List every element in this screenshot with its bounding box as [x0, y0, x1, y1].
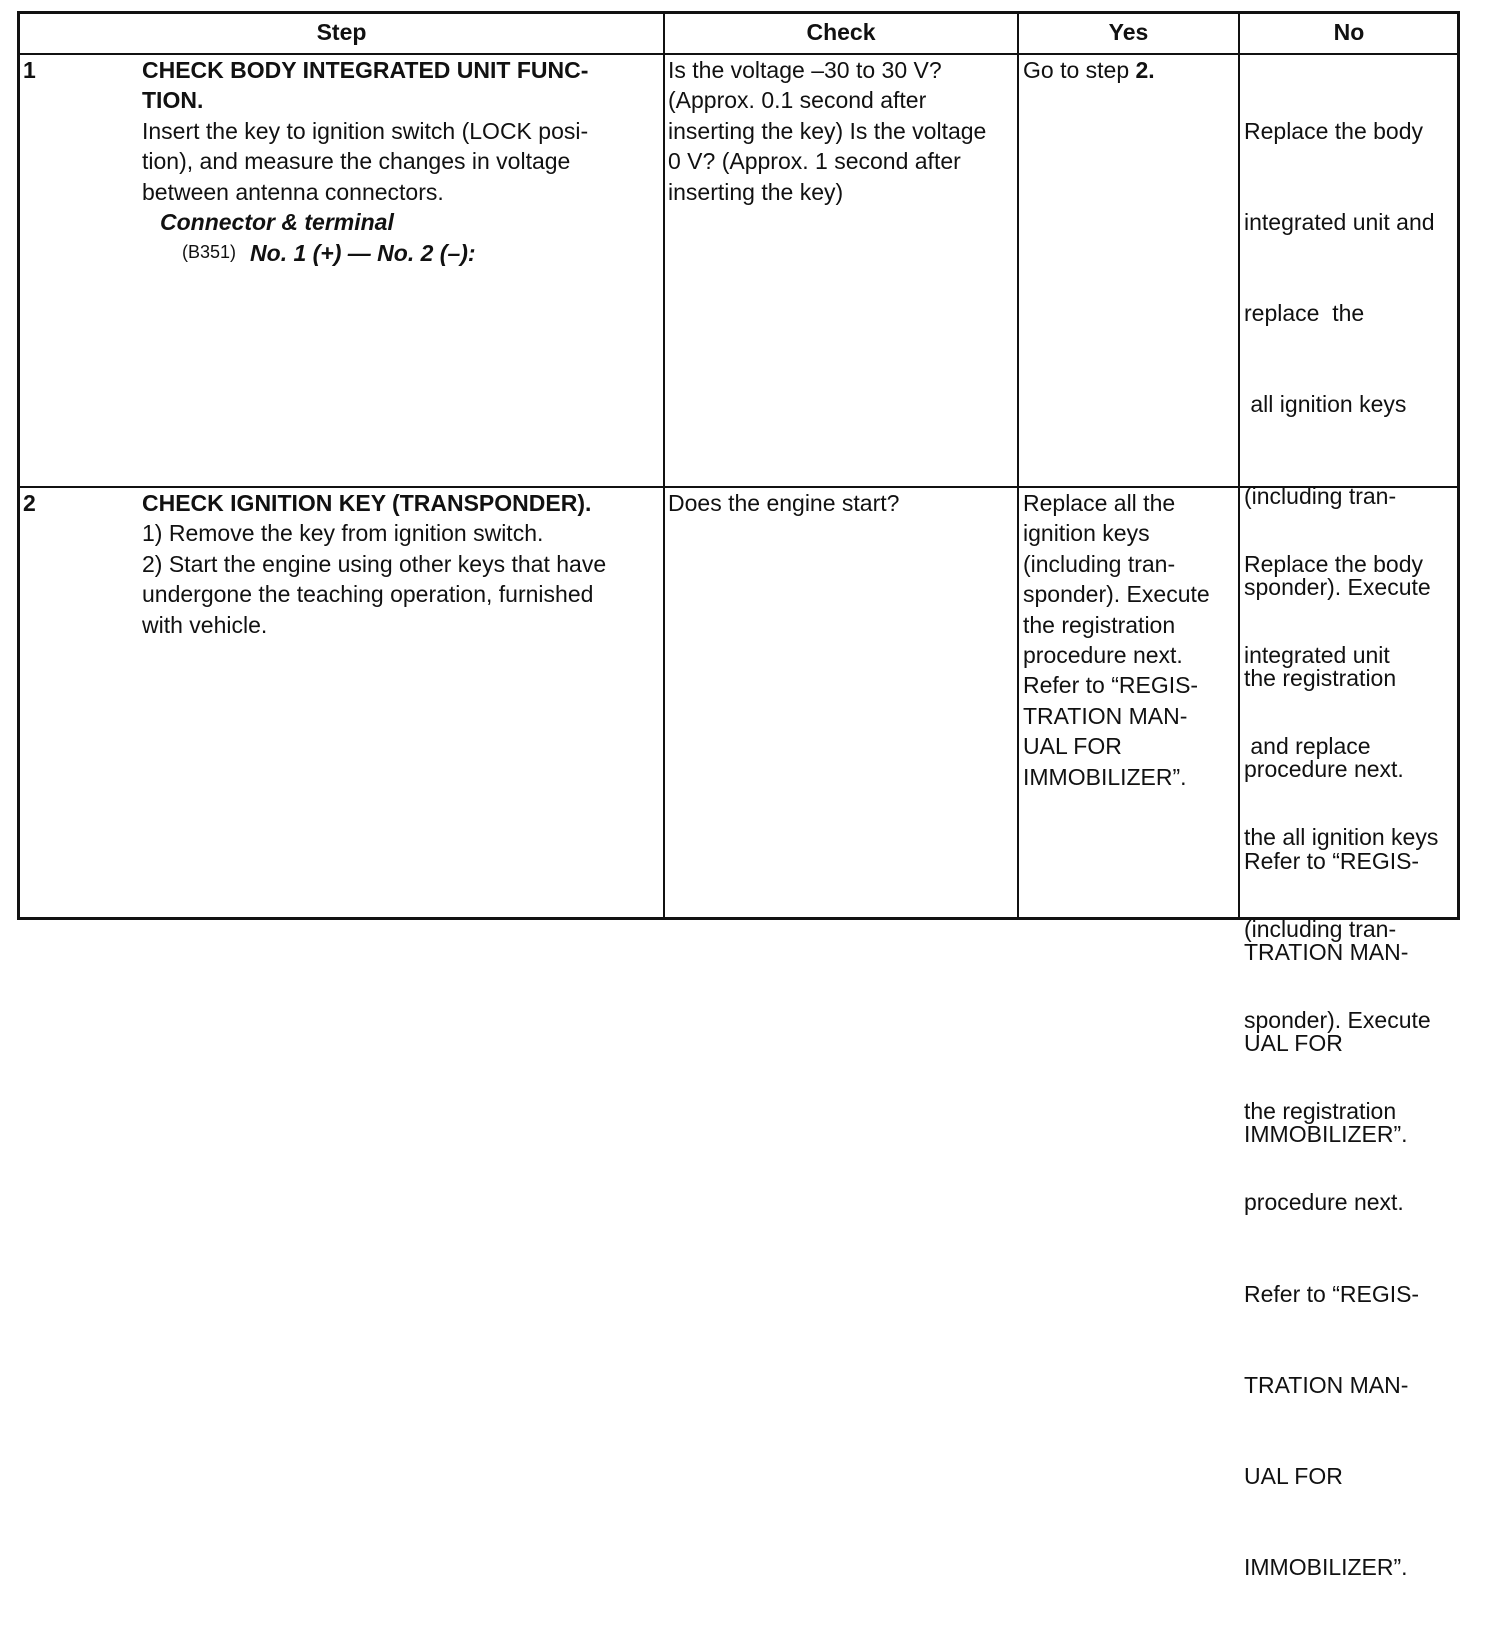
connector-label: Connector & terminal — [160, 209, 394, 236]
no-line: sponder). Execute — [1244, 573, 1431, 600]
step-body-line: with vehicle. — [142, 611, 268, 638]
no-line: Replace the body — [1244, 550, 1424, 577]
no-line: TRATION MAN- — [1244, 1371, 1409, 1398]
step-body-line: between antenna connectors. — [142, 178, 444, 205]
no-line: integrated unit — [1244, 642, 1390, 669]
step-body-line: 1) Remove the key from ignition switch. — [142, 520, 544, 547]
no-line: and replace — [1244, 733, 1371, 760]
yes-line: the registration — [1023, 611, 1176, 638]
yes-text — [1023, 488, 1210, 792]
no-line: replace the — [1244, 300, 1365, 327]
yes-line: (including tran- — [1023, 550, 1176, 577]
step-body-line: undergone the teaching operation, furnished — [142, 581, 594, 608]
header-no: No — [1333, 19, 1365, 45]
check-line: inserting the key) — [668, 178, 844, 205]
no-line: procedure next. — [1244, 1189, 1404, 1216]
no-line: UAL FOR — [1244, 1030, 1343, 1056]
no-line: Refer to “REGIS- — [1244, 1280, 1420, 1307]
header-yes: Yes — [1108, 19, 1149, 45]
no-line: TRATION MAN- — [1244, 938, 1409, 965]
connector-spec — [142, 237, 588, 268]
yes-line: Refer to “REGIS- — [1023, 672, 1199, 699]
check-line: inserting the key) Is the voltage — [668, 117, 987, 144]
step-title-line: TION. — [142, 87, 204, 114]
check-line: Does the engine start? — [668, 490, 900, 516]
step-number: 1 — [23, 57, 36, 83]
no-line: UAL FOR — [1244, 1463, 1343, 1489]
yes-step-ref: 2. — [1135, 57, 1155, 83]
no-line: procedure next. — [1244, 756, 1404, 783]
no-line: all ignition keys — [1244, 391, 1407, 418]
step-title-line: CHECK BODY INTEGRATED UNIT FUNC- — [142, 57, 589, 83]
column-divider — [1238, 14, 1240, 917]
check-line: (Approx. 0.1 second after — [668, 87, 927, 114]
step-title-line: CHECK IGNITION KEY (TRANSPONDER). — [142, 490, 592, 516]
step-body-line: tion), and measure the changes in voltage — [142, 148, 571, 175]
check-text — [668, 488, 899, 518]
yes-line: procedure next. — [1023, 642, 1183, 669]
yes-line: sponder). Execute — [1023, 581, 1210, 608]
step-number: 2 — [23, 490, 36, 516]
step-description — [142, 488, 606, 640]
yes-line: TRATION MAN- — [1023, 702, 1188, 729]
no-line: the all ignition keys — [1244, 824, 1439, 851]
step-description — [142, 55, 588, 269]
no-line: the registration — [1244, 665, 1397, 692]
column-divider — [663, 14, 665, 917]
diagnostic-table — [17, 11, 1460, 1581]
yes-line: UAL FOR — [1023, 733, 1122, 760]
step-body-line: 2) Start the engine using other keys that have — [142, 550, 607, 577]
header-check: Check — [806, 19, 876, 45]
yes-prefix: Go to step — [1023, 57, 1136, 83]
no-line: IMMOBILIZER”. — [1244, 1554, 1408, 1581]
check-line: Is the voltage –30 to 30 V? — [668, 57, 942, 83]
yes-text — [1023, 55, 1155, 85]
no-line: sponder). Execute — [1244, 1006, 1431, 1033]
yes-line: ignition keys — [1023, 520, 1150, 547]
connector-code: (B351) — [182, 242, 237, 263]
no-line: the registration — [1244, 1098, 1397, 1125]
check-line: 0 V? (Approx. 1 second after — [668, 148, 961, 175]
no-line: IMMOBILIZER”. — [1244, 1121, 1408, 1148]
no-line: (including tran- — [1244, 482, 1397, 509]
header-step: Step — [316, 19, 367, 45]
yes-line: IMMOBILIZER”. — [1023, 763, 1187, 790]
step-body-line: Insert the key to ignition switch (LOCK posi- — [142, 117, 589, 144]
no-line: (including tran- — [1244, 915, 1397, 942]
no-line: Refer to “REGIS- — [1244, 847, 1420, 874]
check-text — [668, 55, 986, 207]
column-divider — [1017, 14, 1019, 917]
no-line: integrated unit and — [1244, 209, 1435, 236]
no-text — [1244, 488, 1438, 1643]
no-line: Replace the body — [1244, 117, 1424, 144]
connector-terminals: No. 1 (+) — No. 2 (–): — [250, 240, 476, 267]
yes-line: Replace all the — [1023, 490, 1176, 516]
